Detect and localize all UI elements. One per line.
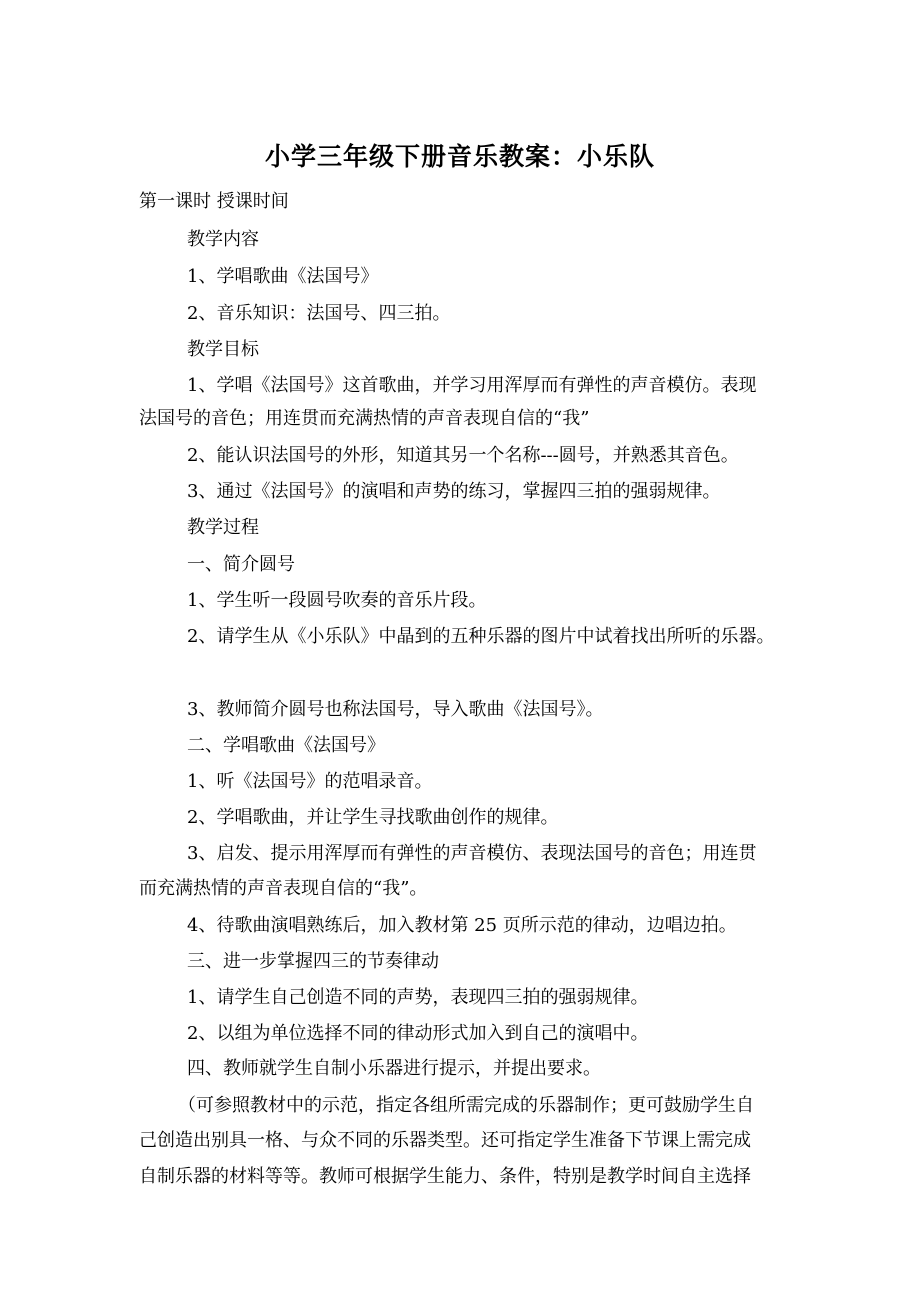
process-3-item-2: 2、以组为单位选择不同的律动形式加入到自己的演唱中。 <box>187 1023 649 1044</box>
goal-item-2: 2、能认识法国号的外形，知道其另一个名称---圆号，并熟悉其音色。 <box>187 445 739 466</box>
process-2-item-1: 1、听《法国号》的范唱录音。 <box>187 771 433 792</box>
process-2-item-3: 3、启发、提示用浑厚而有弹性的声音模仿、表现法国号的音色；用连贯 <box>187 843 757 864</box>
process-part-1-heading: 一、简介圆号 <box>187 554 295 575</box>
section-heading-content: 教学内容 <box>187 229 259 250</box>
process-part-4-heading: 四、教师就学生自制小乐器进行提示，并提出要求。 <box>187 1058 601 1079</box>
process-3-item-1: 1、请学生自己创造不同的声势，表现四三拍的强弱规律。 <box>187 987 649 1008</box>
process-4-note-line-3: 自制乐器的材料等等。教师可根据学生能力、条件，特别是教学时间自主选择 <box>139 1166 751 1187</box>
process-1-item-1: 1、学生听一段圆号吹奏的音乐片段。 <box>187 590 487 611</box>
section-heading-goals: 教学目标 <box>187 339 259 360</box>
process-2-item-2: 2、学唱歌曲，并让学生寻找歌曲创作的规律。 <box>187 807 559 828</box>
document-title: 小学三年级下册音乐教案：小乐队 <box>264 142 655 171</box>
content-item-1: 1、学唱歌曲《法国号》 <box>187 266 379 287</box>
goal-item-1-continued: 法国号的音色；用连贯而充满热情的声音表现自信的“我” <box>139 408 590 429</box>
section-heading-process: 教学过程 <box>187 517 259 538</box>
goal-item-1: 1、学唱《法国号》这首歌曲，并学习用浑厚而有弹性的声音模仿。表现 <box>187 375 757 396</box>
lesson-period-line: 第一课时 授课时间 <box>139 191 289 212</box>
process-1-item-3: 3、教师简介圆号也称法国号，导入歌曲《法国号》。 <box>187 699 604 720</box>
process-4-note-line-2: 己创造出别具一格、与众不同的乐器类型。还可指定学生准备下节课上需完成 <box>139 1130 751 1151</box>
content-item-2: 2、音乐知识：法国号、四三拍。 <box>187 303 451 324</box>
process-2-item-3-continued: 而充满热情的声音表现自信的“我”。 <box>139 878 428 899</box>
process-part-2-heading: 二、学唱歌曲《法国号》 <box>187 735 385 756</box>
goal-item-3: 3、通过《法国号》的演唱和声势的练习，掌握四三拍的强弱规律。 <box>187 481 721 502</box>
process-2-item-4: 4、待歌曲演唱熟练后，加入教材第 25 页所示范的律动，边唱边拍。 <box>187 915 737 936</box>
process-4-note-line-1: （可参照教材中的示范，指定各组所需完成的乐器制作；更可鼓励学生自 <box>178 1095 754 1116</box>
process-1-item-2: 2、请学生从《小乐队》中晶到的五种乐器的图片中试着找出所听的乐器。 <box>187 626 775 647</box>
process-part-3-heading: 三、进一步掌握四三的节奏律动 <box>187 951 439 972</box>
